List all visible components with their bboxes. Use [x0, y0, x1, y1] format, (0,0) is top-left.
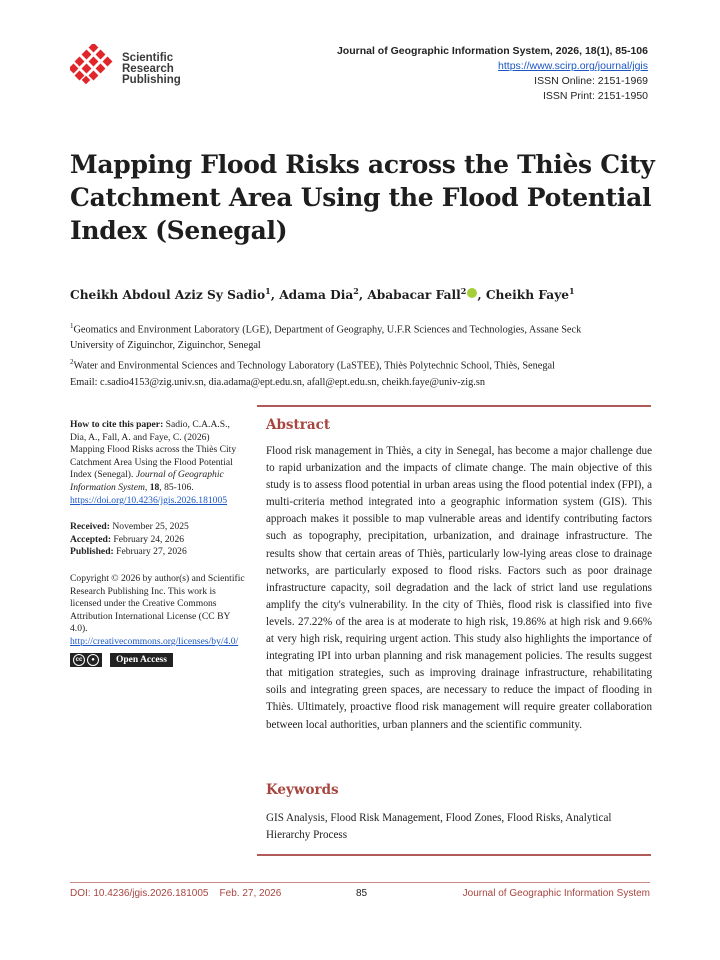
author-name: Cheikh Abdoul Aziz Sy Sadio [70, 288, 266, 303]
publisher-line-2: Research [122, 63, 174, 75]
published-label: Published: [70, 546, 114, 558]
footer-doi-date: DOI: 10.4236/jgis.2026.181005 Feb. 27, 2026 [70, 888, 282, 899]
affiliation-number: 1 [70, 322, 74, 330]
publisher-line-1: Scientific [122, 52, 174, 64]
scientific-research-publishing-logo [70, 44, 116, 84]
received-label: Received: [70, 521, 110, 533]
abstract-heading: Abstract [266, 417, 331, 433]
received-date: November 25, 2025 [109, 521, 189, 533]
keywords-text: GIS Analysis, Flood Risk Management, Flood Zones, Flood Risks, Analytical Hierarchy Process [266, 812, 612, 842]
issn-online: ISSN Online: 2151-1969 [534, 75, 648, 87]
author-affiliation-mark: 1 [569, 286, 575, 296]
citation-journal: Journal of Geographic Information System [70, 469, 224, 493]
citation-doi-link[interactable]: https://doi.org/10.4236/jgis.2026.181005 [70, 494, 228, 506]
author-name: Ababacar Fall [367, 288, 461, 303]
citation-text: , [144, 481, 150, 493]
attribution-icon: ● [87, 654, 99, 666]
copyright-block [70, 573, 245, 667]
affiliation-text: Geomatics and Environment Laboratory (LGE), Department of Geography, U.F.R Sciences and Technologies, Assane Seck [73, 324, 582, 336]
published-date: February 27, 2026 [113, 546, 187, 558]
citation-text: Sadio, C.A.A.S., Dia, A., Fall, A. and Faye, C. (2026) Mapping Flood Risks across the Thiès City Catchment Area Using the Flood Potential Index (Senegal). [70, 419, 237, 481]
journal-citation: Journal of Geographic Information System, 2026, 18(1), 85-106 [336, 45, 648, 57]
author-separator: , [477, 288, 486, 303]
dates-block [70, 521, 245, 559]
cc-by-badge[interactable] [70, 653, 102, 667]
author-emails: Email: c.sadio4153@zig.univ.sn, dia.adama@ept.edu.sn, afall@ept.edu.sn, cheikh.faye@univ-zig.sn [70, 376, 485, 388]
citation-block [70, 419, 245, 507]
keywords-heading: Keywords [266, 782, 339, 798]
affiliation-1-cont: University of Ziguinchor, Ziguinchor, Senegal [70, 340, 261, 352]
author-name: Adama Dia [279, 288, 354, 303]
author-separator: , [358, 288, 368, 303]
abstract-text: Flood risk management in Thiès, a city in Senegal, has become a major challenge due to rapid urbanization and the impacts of climate change. The main objective of this study is to assess flood potential in urban areas using the flood potential index (FPI), a multi-criteria method integrated into a geographic information system (GIS). This approach makes it possible to map vulnerable areas and identify contributing factors such as topography, precipitation, urbanization, and drainage infrastructure. The results show that certain areas of Thiès, particularly low-lying areas close to drainage networks, are particularly exposed to flood risks. Factors such as poor drainage infrastructure capacity, soil degradation and the lack of strict land use regulations amplify the city's vulnerability. In the city of Thiès, flood risk is classified into five levels. 27.22% of the area is at moderate to high risk, 19.86% at high risk and 9.66% at very high risk, requiring urgent action. This study also highlights the importance of integrating IPI into urban planning and risk management policies. The results suggest that mitigation strategies, such as improving drainage infrastructure, rehabilitating soils and integrating green spaces, are necessary to reduce the impact of flooding in Thiès. Ultimately, proactive flood risk management will require greater collaboration between local authorities, urban planners and the scientific community. [266, 445, 652, 731]
journal-info [337, 44, 648, 104]
journal-url-link[interactable]: https://www.scirp.org/journal/jgis [498, 60, 648, 72]
abstract-top-rule [257, 405, 651, 407]
copyright-text: Copyright © 2026 by author(s) and Scientific Research Publishing Inc. This work is licensed under the Creative Commons Attribution International License (CC BY 4.0). [70, 572, 245, 635]
accepted-label: Accepted: [70, 533, 112, 545]
affiliation-number: 2 [70, 358, 74, 367]
affiliation-1 [70, 318, 660, 338]
citation-volume: 18 [149, 481, 160, 493]
accepted-date: February 24, 2026 [111, 533, 185, 545]
author-affiliation-mark: 1 [265, 286, 271, 296]
abstract-bottom-rule [257, 854, 651, 856]
author-list [70, 286, 575, 302]
author-separator: , [270, 288, 280, 303]
citation-text: , 85-106. [159, 481, 194, 493]
cc-icon: cc [73, 654, 85, 666]
page-number: 85 [356, 888, 368, 899]
affiliation-2 [70, 354, 660, 374]
article-sidebar [70, 419, 245, 667]
author-affiliation-mark: 2 [460, 286, 467, 296]
publisher-name [122, 53, 181, 86]
orcid-icon[interactable] [467, 288, 477, 298]
citation-label: How to cite this paper: [70, 419, 164, 430]
license-link[interactable]: http://creativecommons.org/licenses/by/4.0/ [70, 635, 239, 647]
footer-journal-name: Journal of Geographic Information System [462, 888, 650, 899]
issn-print: ISSN Print: 2151-1950 [542, 90, 648, 102]
author-name: Cheikh Faye [485, 288, 570, 303]
license-badges [70, 653, 245, 667]
affiliations [70, 318, 660, 391]
publisher-line-3: Publishing [122, 74, 181, 86]
author-affiliation-mark: 2 [353, 286, 359, 296]
open-access-badge[interactable]: Open Access [110, 653, 173, 667]
paper-title: Mapping Flood Risks across the Thiès City Catchment Area Using the Flood Potential Index (Senegal) [70, 150, 655, 245]
footer-rule [70, 882, 650, 883]
affiliation-text: Water and Environmental Sciences and Technology Laboratory (LaSTEE), Thiès Polytechnic School, Thiès, Senegal [73, 360, 555, 372]
